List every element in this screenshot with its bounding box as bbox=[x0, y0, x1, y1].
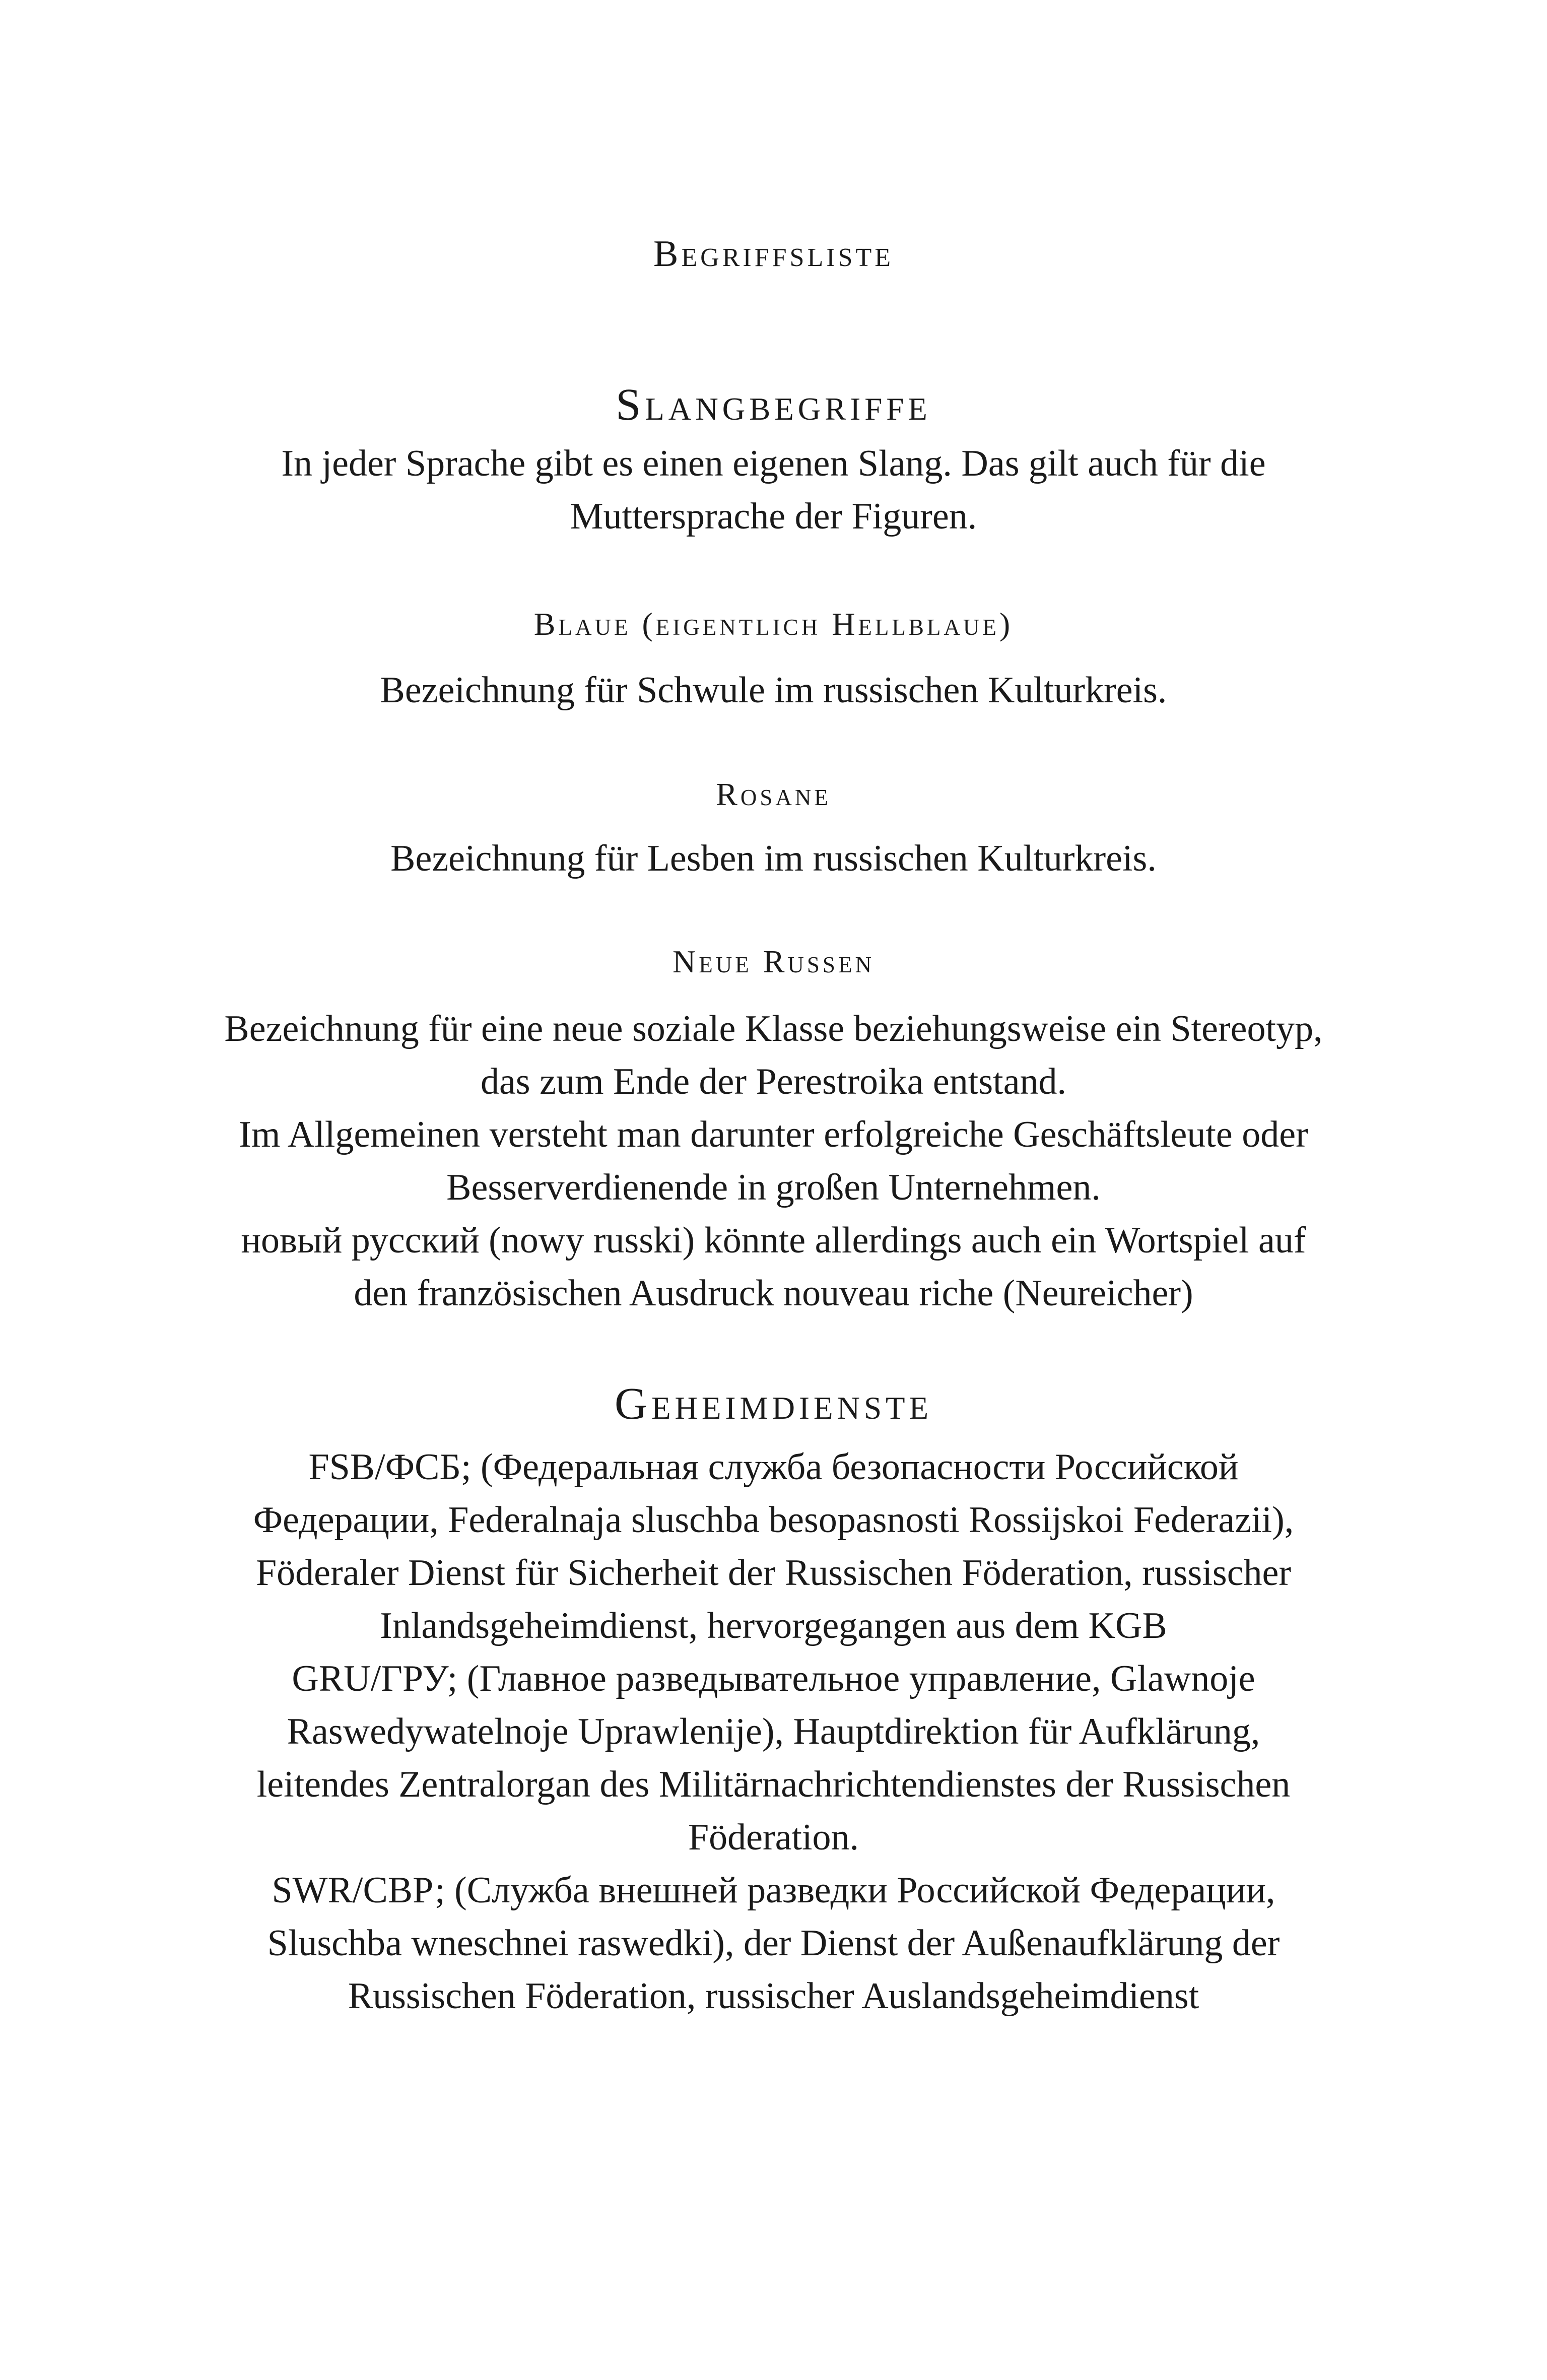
term-definition-rosane bbox=[0, 832, 1547, 885]
services-line: GRU/ГРУ; (Главное разведывательное управление, Glawnoje bbox=[292, 1658, 1255, 1699]
definition-line: Besserverdienende in großen Unternehmen. bbox=[446, 1167, 1101, 1208]
section-title-slang: Slangbegriffe bbox=[616, 380, 931, 430]
services-line: Raswedywatelnoje Uprawlenije), Hauptdirektion für Aufklärung, bbox=[287, 1711, 1260, 1752]
definition-line: das zum Ende der Perestroika entstand. bbox=[480, 1061, 1067, 1102]
services-line: SWR/СВР; (Служба внешней разведки Российской Федерации, bbox=[272, 1870, 1275, 1911]
slang-intro-line: Muttersprache der Figuren. bbox=[570, 496, 977, 537]
definition-line: Bezeichnung für Schwule im russischen Kulturkreis. bbox=[380, 670, 1167, 711]
services-line: Russischen Föderation, russischer Auslandsgeheimdienst bbox=[348, 1975, 1199, 2017]
term-title-blaue: Blaue (eigentlich Hellblaue) bbox=[533, 606, 1014, 642]
slang-intro bbox=[0, 437, 1547, 543]
services-line: FSB/ФСБ; (Федеральная служба безопасности Российской bbox=[308, 1446, 1239, 1488]
term-title-neue-russen: Neue Russen bbox=[672, 944, 875, 979]
term-title-rosane: Rosane bbox=[716, 776, 831, 812]
services-text bbox=[0, 1441, 1547, 2023]
definition-line: Bezeichnung für eine neue soziale Klasse beziehungsweise ein Stereotyp, bbox=[224, 1008, 1323, 1049]
definition-line: den französischen Ausdruck nouveau riche (Neureicher) bbox=[354, 1273, 1193, 1314]
section-title-services: Geheimdienste bbox=[615, 1379, 932, 1429]
services-line: leitendes Zentralorgan des Militärnachrichtendienstes der Russischen bbox=[256, 1764, 1291, 1805]
definition-line: Bezeichnung für Lesben im russischen Kulturkreis. bbox=[390, 838, 1157, 879]
services-line: Федерации, Federalnaja sluschba besopasnosti Rossijskoi Federazii), bbox=[253, 1499, 1294, 1541]
slang-intro-line: In jeder Sprache gibt es einen eigenen Slang. Das gilt auch für die bbox=[281, 443, 1266, 484]
services-line: Föderaler Dienst für Sicherheit der Russischen Föderation, russischer bbox=[255, 1552, 1292, 1594]
definition-line: новый русский (nowy russki) könnte allerdings auch ein Wortspiel auf bbox=[241, 1220, 1306, 1261]
services-line: Inlandsgeheimdienst, hervorgegangen aus dem KGB bbox=[380, 1605, 1167, 1646]
definition-line: Im Allgemeinen versteht man darunter erfolgreiche Geschäftsleute oder bbox=[239, 1114, 1308, 1155]
services-line: Föderation. bbox=[688, 1817, 859, 1858]
services-line: Sluschba wneschnei raswedki), der Dienst der Außenaufklärung der bbox=[267, 1923, 1280, 1964]
page-title: Begriffsliste bbox=[653, 233, 894, 275]
term-definition-neue-russen bbox=[0, 1003, 1547, 1320]
term-definition-blaue bbox=[0, 664, 1547, 717]
